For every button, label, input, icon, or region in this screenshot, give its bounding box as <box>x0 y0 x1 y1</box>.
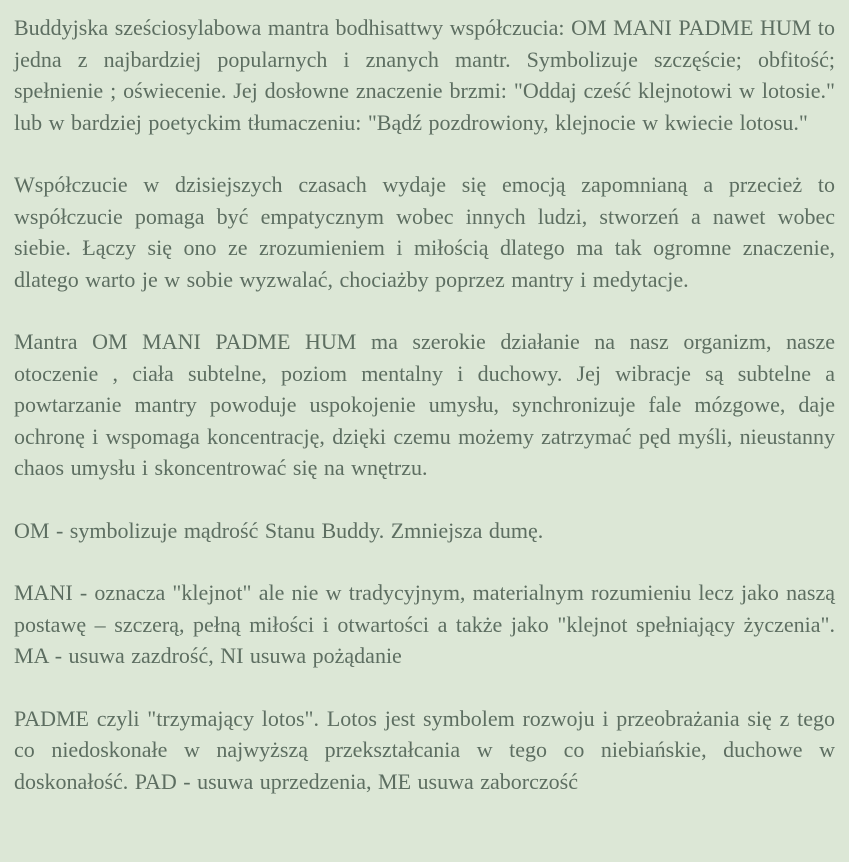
paragraph-mani: MANI - oznacza "klejnot" ale nie w tradycyjnym, materialnym rozumieniu lecz jako naszą postawę – szczerą, pełną miłości i otwartości a także jako "klejnot spełniający życzenia". MA - usuwa zazdrość, NI usuwa pożądanie <box>14 580 835 668</box>
paragraph-intro: Buddyjska sześciosylabowa mantra bodhisattwy współczucia: OM MANI PADME HUM to jedna z najbardziej popularnych i znanych mantr. Symbolizuje szczęście; obfitość; spełnienie ; oświecenie. Jej dosłowne znaczenie brzmi: "Oddaj cześć klejnotowi w lotosie." lub w bardziej poetyckim tłumaczeniu: "Bądź pozdrowiony, klejnocie w kwiecie lotosu." <box>14 15 835 135</box>
paragraph-om: OM - symbolizuje mądrość Stanu Buddy. Zmniejsza dumę. <box>14 517 544 543</box>
paragraph-effects: Mantra OM MANI PADME HUM ma szerokie działanie na nasz organizm, nasze otoczenie , ciała subtelne, poziom mentalny i duchowy. Jej wibracje są subtelne a powtarzanie mantry powoduje uspokojenie umysłu, synchronizuje fale mózgowe, daje ochronę i wspomaga koncentrację, dzięki czemu możemy zatrzymać pęd myśli, nieustanny chaos umysłu i skoncentrować się na wnętrzu. <box>14 329 835 480</box>
paragraph-padme: PADME czyli "trzymający lotos". Lotos jest symbolem rozwoju i przeobrażania się z tego co niedoskonałe w najwyższą przekształcania w tego co niebiańskie, duchowe w doskonałość. PAD - usuwa uprzedzenia, ME usuwa zaborczość <box>14 705 835 794</box>
paragraph-compassion: Współczucie w dzisiejszych czasach wydaje się emocją zapomnianą a przecież to współczucie pomaga być empatycznym wobec innych ludzi, stworzeń a nawet wobec siebie. Łączy się ono ze zrozumieniem i miłością dlatego ma tak ogromne znaczenie, dlatego warto je w sobie wyzwalać, chociażby poprzez mantry i medytacje. <box>14 172 835 292</box>
